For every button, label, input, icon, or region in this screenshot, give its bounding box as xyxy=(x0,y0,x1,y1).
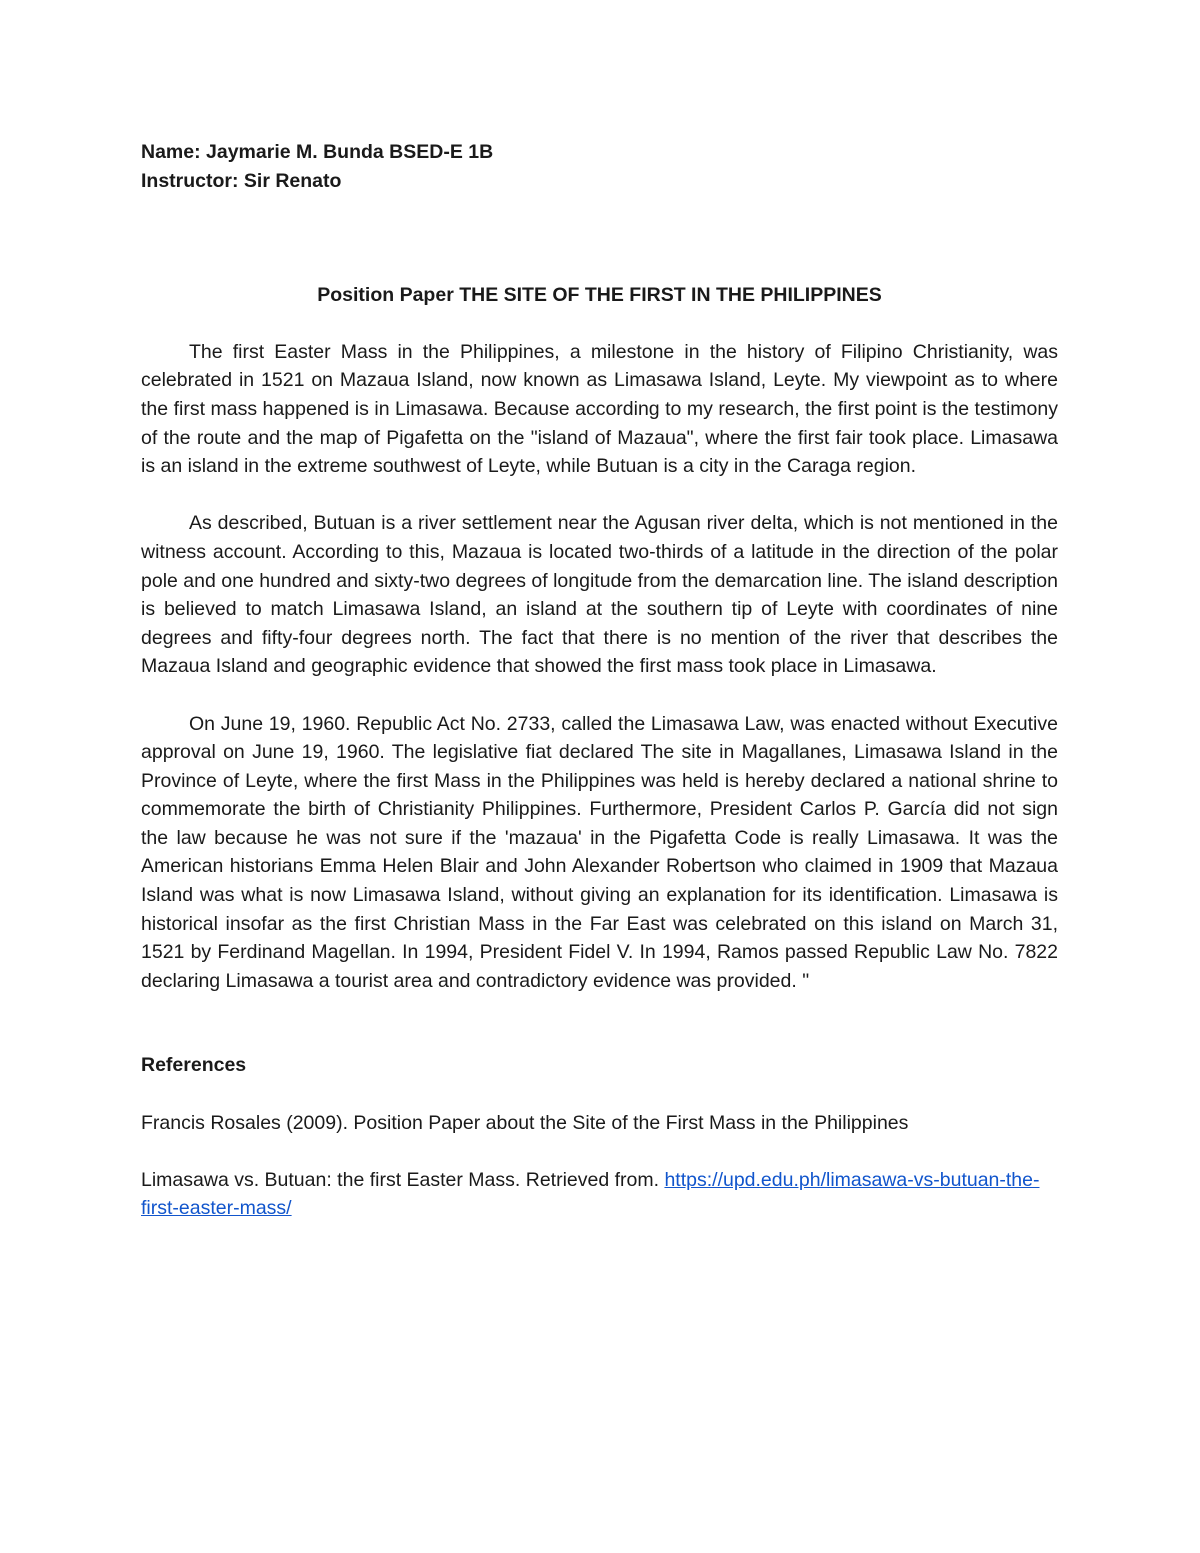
paragraph-1: The first Easter Mass in the Philippines, a milestone in the history of Filipino Christianity, was celebrated in 1521 on Mazaua Island, now known as Limasawa Island, Leyte. My viewpoint as to where the first mass happened is in Limasawa. Because according to my research, the first point is the testimony of the route and the map of Pigafetta on the "island of Mazaua", where the first fair took place. Limasawa is an island in the extreme southwest of Leyte, while Butuan is a city in the Caraga region. xyxy=(141,340,1058,478)
reference-text: Limasawa vs. Butuan: the first Easter Mass. Retrieved from. xyxy=(141,1168,665,1191)
reference-item-1 xyxy=(141,1109,1058,1138)
document-title: Position Paper THE SITE OF THE FIRST IN THE PHILIPPINES xyxy=(317,284,882,307)
student-name-line: Name: Jaymarie M. Bunda BSED-E 1B xyxy=(141,141,494,163)
reference-item-2 xyxy=(141,1166,1058,1223)
references-heading: References xyxy=(141,1054,247,1077)
paragraph-3: On June 19, 1960. Republic Act No. 2733, called the Limasawa Law, was enacted without Executive approval on June 19, 1960. The legislative fiat declared The site in Magallanes, Limasawa Island in the Province of Leyte, where the first Mass in the Philippines was held is hereby declared a national shrine to commemorate the birth of Christianity Philippines. Furthermore, President Carlos P. García did not sign the law because he was not sure if the 'mazaua' in the Pigafetta Code is really Limasawa. It was the American historians Emma Helen Blair and John Alexander Robertson who claimed in 1909 that Mazaua Island was what is now Limasawa Island, without giving an explanation for its identification. Limasawa is historical insofar as the first Christian Mass in the Far East was celebrated on this island on March 31, 1521 by Ferdinand Magellan. In 1994, President Fidel V. In 1994, Ramos passed Republic Law No. 7822 declaring Limasawa a tourist area and contradictory evidence was provided. " xyxy=(141,712,1058,992)
document-body xyxy=(141,138,1058,1223)
paragraph-2: As described, Butuan is a river settlement near the Agusan river delta, which is not mentioned in the witness account. According to this, Mazaua is located two-thirds of a latitude in the direction of the polar pole and one hundred and sixty-two degrees of longitude from the demarcation line. The island description is believed to match Limasawa Island, an island at the southern tip of Leyte with coordinates of nine degrees and fifty-four degrees north. The fact that there is no mention of the river that describes the Mazaua Island and geographic evidence that showed the first mass took place in Limasawa. xyxy=(141,512,1058,678)
instructor-line: Instructor: Sir Renato xyxy=(141,169,342,192)
reference-text: Francis Rosales (2009). Position Paper about the Site of the First Mass in the Philippines xyxy=(141,1111,909,1134)
reference-link[interactable]: https://upd.edu.ph/limasawa-vs-butuan-the-first-easter-mass/ xyxy=(141,1168,1040,1220)
